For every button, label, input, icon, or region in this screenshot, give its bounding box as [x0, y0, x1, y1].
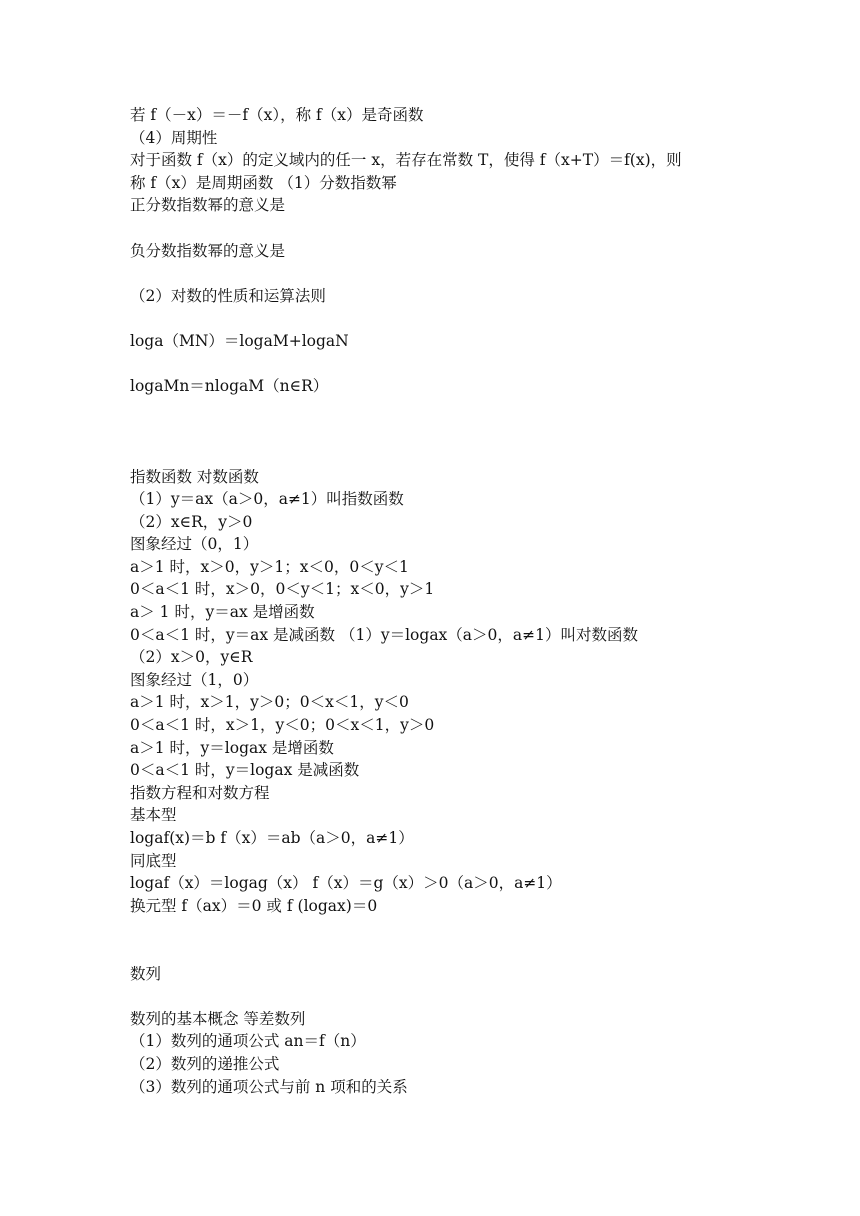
text-line: （2）对数的性质和运算法则: [130, 286, 326, 305]
text-line: 称 f（x）是周期函数 （1）分数指数幂: [130, 173, 397, 192]
section-heading: 数列的基本概念 等差数列: [130, 1009, 306, 1028]
section-heading: 数列: [130, 964, 162, 983]
blank-line: [130, 353, 750, 376]
formula-line: logaf(x)＝b f（x）＝ab（a＞0，a≠1）: [130, 829, 414, 848]
text-line: （4）周期性: [130, 128, 218, 147]
text-line: 0＜a＜1 时，y＝ax 是减函数 （1）y＝logax（a＞0，a≠1）叫对数函数: [130, 625, 638, 644]
section-heading: 指数函数 对数函数: [130, 467, 259, 486]
text-line: （2）x∈R，y＞0: [130, 512, 253, 531]
text-line: a＞1 时，y＝logax 是增函数: [130, 738, 334, 757]
text-line: a＞ 1 时，y＝ax 是增函数: [130, 603, 315, 622]
document-body: [130, 104, 750, 1098]
text-line: （1）y＝ax（a＞0，a≠1）叫指数函数: [130, 490, 404, 509]
blank-line: [130, 217, 750, 240]
text-line: 对于函数 f（x）的定义域内的任一 x，若存在常数 T，使得 f（x+T）＝f(x)，则: [130, 151, 682, 170]
text-line: （2）x＞0，y∈R: [130, 648, 253, 667]
blank-lines: [130, 917, 750, 962]
text-line: 若 f（－x）＝－f（x），称 f（x）是奇函数: [130, 106, 424, 124]
blank-line: [130, 262, 750, 285]
text-line: 同底型: [130, 851, 177, 870]
text-line: （3）数列的通项公式与前 n 项和的关系: [130, 1077, 408, 1096]
text-line: 0＜a＜1 时，x＞0，0＜y＜1；x＜0，y＞1: [130, 580, 435, 599]
blank-line: [130, 307, 750, 330]
formula-line: loga（MN）＝logaM+logaN: [130, 331, 349, 350]
text-line: a＞1 时，x＞0，y＞1；x＜0，0＜y＜1: [130, 557, 409, 576]
formula-line: 换元型 f（ax）＝0 或 f (logax)＝0: [130, 896, 378, 915]
text-line: （1）数列的通项公式 an＝f（n）: [130, 1032, 366, 1051]
text-line: 0＜a＜1 时，y＝logax 是减函数: [130, 761, 360, 780]
text-line: （2）数列的递推公式: [130, 1054, 280, 1073]
text-line: 图象经过（0，1）: [130, 535, 259, 554]
blank-lines: [130, 398, 750, 466]
text-line: 0＜a＜1 时，x＞1，y＜0；0＜x＜1，y＞0: [130, 716, 435, 735]
text-line: 基本型: [130, 806, 177, 825]
text-line: 负分数指数幂的意义是: [130, 241, 286, 260]
section-heading: 指数方程和对数方程: [130, 783, 270, 802]
text-line: a＞1 时，x＞1，y＞0；0＜x＜1，y＜0: [130, 693, 409, 712]
text-line: 图象经过（1，0）: [130, 670, 259, 689]
text-line: 正分数指数幂的意义是: [130, 196, 286, 215]
formula-line: logaf（x）＝logag（x） f（x）＝g（x）＞0（a＞0，a≠1）: [130, 874, 562, 893]
blank-line: [130, 985, 750, 1008]
formula-line: logaMn＝nlogaM（n∈R）: [130, 377, 329, 396]
